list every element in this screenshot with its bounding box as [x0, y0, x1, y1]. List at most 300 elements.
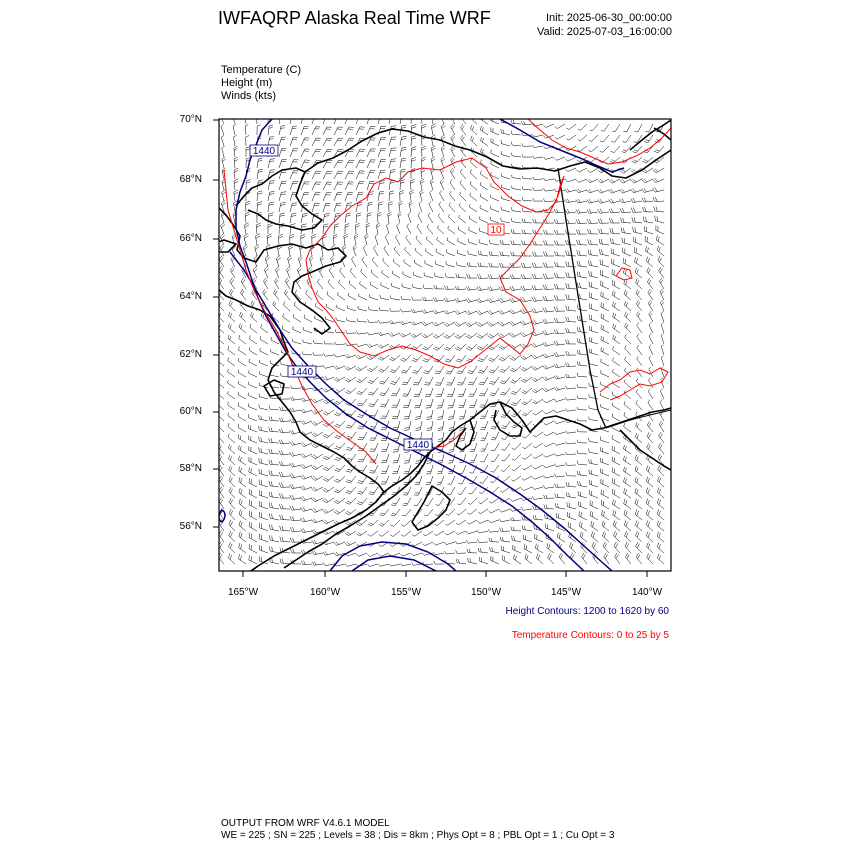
wind-barb [589, 326, 598, 333]
wind-barb [428, 213, 433, 223]
wind-barb [601, 500, 609, 509]
wind-barb [554, 410, 565, 413]
wind-barb [392, 410, 400, 419]
wind-barb [279, 429, 290, 433]
wind-barb [390, 564, 400, 566]
wind-barb [424, 272, 433, 278]
wind-barb [554, 209, 565, 213]
wind-barb [244, 223, 249, 234]
wind-barb [334, 498, 345, 504]
wind-barb [455, 541, 466, 544]
wind-barb [440, 179, 444, 190]
wind-barb [304, 315, 312, 322]
wind-barb [378, 149, 386, 157]
wind-barb [444, 298, 455, 302]
wind-barb [655, 135, 664, 143]
wind-barb [510, 366, 521, 372]
wind-barb [407, 224, 411, 235]
wind-barb [229, 509, 235, 520]
wind-barb [346, 421, 356, 428]
wind-barb [577, 305, 587, 312]
wind-barb [334, 509, 345, 514]
wind-barb [600, 259, 609, 267]
wind-barb [402, 509, 411, 516]
wind-barb [611, 135, 620, 142]
wind-barb [260, 360, 268, 366]
wind-barb [636, 389, 642, 399]
wind-barb [249, 500, 257, 509]
wind-barb [522, 526, 532, 532]
wind-barb [491, 454, 499, 462]
wind-barb [336, 317, 345, 322]
wind-barb [460, 180, 466, 190]
wind-barb [578, 491, 587, 498]
wind-barb [532, 252, 543, 256]
wind-barb [577, 272, 587, 278]
wind-barb [408, 212, 411, 223]
wind-barb [250, 312, 257, 322]
wind-barb [660, 289, 664, 300]
wind-barb [589, 303, 598, 311]
wind-barb [381, 465, 389, 473]
wind-barb [642, 179, 654, 183]
wind-barb [500, 388, 510, 395]
wind-barb [244, 233, 249, 245]
wind-barb [415, 410, 422, 419]
wind-barb [544, 421, 554, 425]
wind-barb [311, 476, 323, 481]
wind-barb [275, 267, 279, 278]
wind-barb [657, 532, 664, 542]
wind-barb [533, 515, 543, 520]
wind-barb [649, 378, 654, 388]
wind-barb [265, 255, 269, 267]
wind-barb [478, 539, 489, 542]
wind-barb [459, 465, 466, 473]
wind-barb [313, 340, 323, 344]
wind-barb [613, 313, 620, 322]
wind-barb [283, 313, 290, 322]
wind-barb [613, 335, 620, 344]
wind-barb [522, 476, 532, 480]
wind-barb [566, 409, 576, 412]
wind-barb [217, 368, 224, 377]
wind-barb [401, 531, 411, 536]
wind-barb [511, 240, 521, 245]
wind-barb [521, 355, 533, 360]
model-params-line: WE = 225 ; SN = 225 ; Levels = 38 ; Dis = 8km ; Phys Opt = 8 ; PBL Opt = 1 ; Cu Opt = 3 [221, 830, 615, 841]
wind-barb [566, 124, 576, 130]
wind-barb [646, 510, 653, 521]
wind-barb [435, 366, 445, 374]
wind-barb [498, 322, 510, 326]
wind-barb [590, 511, 598, 520]
wind-barb [491, 443, 499, 451]
wind-barb [480, 194, 488, 201]
wind-barb [249, 457, 257, 465]
wind-barb [654, 206, 664, 212]
wind-barb [642, 157, 653, 163]
wind-barb [656, 225, 664, 234]
wind-barb [591, 521, 598, 531]
wind-barb [532, 308, 544, 313]
wind-barb [489, 498, 499, 503]
wind-barb [582, 553, 588, 564]
wind-barb [298, 256, 302, 267]
wind-barb [661, 300, 665, 311]
wind-barb [412, 297, 422, 301]
wind-barb [300, 507, 312, 512]
wind-barb [400, 309, 411, 312]
wind-barb [222, 157, 226, 168]
wind-barb [367, 366, 378, 372]
wind-barb [228, 413, 235, 422]
wind-barb [589, 480, 598, 487]
wind-barb [362, 257, 367, 267]
wind-barb [429, 201, 433, 212]
wind-barb [228, 444, 235, 454]
wind-barb [543, 274, 554, 279]
wind-barb [421, 168, 425, 179]
wind-barb [657, 246, 664, 256]
wind-barb [566, 317, 576, 322]
wind-barb [358, 432, 367, 440]
wind-barb [612, 291, 620, 300]
wind-barb [533, 156, 543, 159]
wind-barb [249, 371, 257, 378]
wind-barb [491, 432, 499, 440]
wind-barb [659, 421, 664, 432]
wind-barb [323, 149, 332, 157]
wind-barb [228, 335, 235, 344]
wind-barb [634, 247, 642, 256]
wind-barb [290, 397, 301, 401]
wind-barb [293, 326, 301, 333]
wind-barb [263, 278, 268, 289]
wind-barb [280, 515, 291, 520]
wind-barb [520, 332, 532, 337]
wind-barb [612, 124, 620, 132]
wind-barb [326, 304, 334, 311]
wind-barb [269, 438, 279, 443]
wind-barb [264, 267, 268, 279]
wind-barb [356, 160, 365, 168]
wind-barb [543, 342, 555, 346]
wind-barb [290, 441, 301, 445]
wind-barb [520, 321, 532, 326]
wind-barb [501, 218, 510, 223]
wind-barb [368, 520, 378, 526]
canada-border [558, 168, 606, 428]
wind-barb [411, 136, 416, 146]
wind-barb-field [217, 112, 664, 566]
wind-barb [657, 510, 664, 521]
wind-barb [329, 267, 334, 278]
wind-barb [246, 136, 249, 147]
wind-barb [512, 454, 521, 460]
wind-barb [381, 282, 389, 289]
wind-barb [217, 323, 224, 333]
wind-barb [647, 422, 653, 433]
wind-barb [238, 435, 246, 444]
wind-barb [414, 487, 422, 495]
wind-barb [612, 478, 620, 487]
wind-barb [312, 234, 316, 245]
wind-barb [488, 355, 499, 362]
wind-barb [543, 285, 554, 290]
wind-barb [501, 421, 510, 429]
wind-barb [565, 199, 576, 203]
wind-barb [458, 227, 466, 234]
wind-barb [356, 116, 364, 124]
wind-barb [543, 388, 554, 392]
wind-barb [229, 531, 235, 542]
wind-barb [238, 358, 246, 366]
wind-barb [636, 531, 643, 542]
wind-barb [412, 355, 422, 362]
wind-barb [345, 193, 353, 202]
wind-barb [478, 520, 489, 524]
wind-barb [346, 330, 356, 333]
wind-barb [555, 157, 565, 160]
wind-barb [345, 171, 354, 179]
wind-barb [301, 409, 312, 413]
wind-barb [623, 248, 631, 256]
wind-barb [478, 548, 488, 553]
wind-barb [445, 273, 455, 278]
wind-barb [356, 355, 367, 359]
wind-barb [533, 187, 543, 190]
wind-barb [587, 179, 598, 183]
wind-barb [301, 193, 309, 201]
wind-barb [598, 209, 609, 214]
wind-barb [544, 454, 554, 457]
wind-barb [301, 528, 312, 532]
wind-barb [290, 224, 295, 234]
wind-barb [371, 270, 378, 279]
lon-label-165w: 165°W [227, 587, 259, 598]
wind-barb [499, 263, 510, 267]
wind-barb [625, 542, 631, 553]
wind-barb [587, 209, 598, 213]
wind-barb [577, 396, 587, 399]
wind-barb [565, 240, 576, 245]
wind-barb [239, 543, 246, 553]
wind-barb [478, 366, 488, 373]
wind-barb [400, 180, 405, 190]
wind-barb [352, 256, 357, 267]
wind-barb [426, 410, 433, 420]
wind-barb [636, 379, 642, 389]
kodiak-island [412, 486, 450, 530]
lat-label-58: 58°N [179, 463, 202, 474]
wind-barb [383, 258, 389, 267]
wind-barb [323, 454, 334, 460]
wind-barb [286, 267, 290, 278]
wind-barb [568, 522, 576, 531]
wind-barb [217, 346, 224, 355]
wind-barb [393, 432, 400, 441]
wind-barb [587, 199, 598, 203]
wind-barb [414, 399, 422, 408]
wind-barb [346, 454, 356, 461]
wind-barb [487, 322, 499, 326]
wind-barb [250, 324, 257, 333]
wind-barb [588, 260, 598, 267]
wind-barb [612, 435, 620, 443]
wind-barb [347, 305, 356, 311]
wind-barb [577, 283, 587, 290]
wind-barb [467, 274, 478, 278]
wind-barb [609, 218, 620, 223]
wind-barb [555, 124, 565, 129]
wind-barb [642, 188, 654, 193]
wind-barb [269, 427, 279, 432]
wind-barb [445, 551, 456, 554]
wind-barb [311, 508, 323, 512]
wind-barb [390, 531, 400, 537]
wind-barb [623, 124, 631, 132]
wind-barb [635, 466, 642, 476]
wind-barb [511, 527, 521, 531]
wind-barb [433, 333, 444, 338]
wind-barb [466, 286, 477, 290]
wind-barb [554, 262, 565, 267]
wind-barb [301, 234, 305, 245]
wind-barb [345, 509, 356, 515]
wind-barb [481, 126, 489, 135]
wind-barb [601, 314, 609, 323]
wind-barb [367, 138, 376, 146]
wind-barb [374, 246, 378, 257]
wind-barb [576, 179, 587, 182]
wind-barb [379, 366, 390, 372]
wind-barb [578, 481, 588, 487]
wind-barb [556, 513, 565, 520]
wind-barb [460, 169, 466, 179]
wind-barb [521, 377, 532, 383]
wind-barb [624, 467, 632, 476]
wind-barb [544, 157, 554, 159]
wind-barb [217, 379, 224, 388]
wind-barb [300, 486, 312, 491]
wind-barb [512, 175, 521, 179]
wind-barb [228, 455, 235, 465]
wind-barb [636, 542, 642, 553]
wind-barb [609, 199, 620, 203]
wind-barb [646, 499, 653, 510]
wind-barb [522, 465, 532, 470]
wind-barb [300, 496, 312, 501]
wind-barb [612, 489, 620, 498]
wind-barb [434, 531, 444, 536]
wind-barb [433, 310, 444, 314]
wind-barb [323, 551, 334, 555]
wind-barb [431, 135, 436, 146]
wind-barb [267, 234, 272, 245]
wind-barb [270, 535, 279, 542]
wind-barb [565, 179, 576, 182]
wind-barb [378, 138, 386, 147]
wind-barb [511, 131, 521, 135]
wind-barb [392, 399, 400, 407]
wind-barb [461, 124, 467, 135]
wind-barb [543, 230, 554, 234]
wind-barb [425, 388, 433, 397]
wind-barb [229, 498, 235, 509]
wind-barb [613, 521, 620, 532]
wind-barb [249, 489, 257, 498]
wind-barb [532, 355, 544, 359]
wind-barb [577, 471, 587, 476]
wind-barb [522, 410, 532, 416]
wind-barb [470, 204, 478, 212]
wind-barb [609, 179, 620, 183]
wind-barb [554, 375, 565, 379]
wind-barb [590, 490, 598, 498]
wind-barb [434, 552, 445, 555]
wind-barb [489, 251, 499, 256]
wind-barb [543, 308, 554, 313]
wind-barb [368, 509, 378, 516]
wind-barb [234, 135, 237, 146]
wind-barb [356, 171, 365, 179]
wind-barb [532, 366, 543, 370]
wind-barb [303, 339, 312, 344]
wind-barb [522, 219, 532, 223]
wind-barb [282, 326, 290, 334]
wind-barb [501, 476, 510, 482]
wind-barb [543, 319, 554, 324]
wind-barb [535, 544, 543, 553]
wind-barb [625, 357, 631, 366]
wind-barb [249, 436, 257, 444]
wind-barb [239, 554, 247, 564]
wind-barb [554, 329, 565, 334]
wind-barb [249, 555, 257, 564]
wind-barb [388, 212, 392, 223]
wind-barb [334, 203, 341, 212]
wind-barb [367, 171, 375, 179]
wind-barb [400, 147, 406, 157]
wind-barb [511, 207, 521, 212]
wind-barb [345, 377, 356, 382]
wind-barb [598, 179, 609, 183]
wind-barb [356, 213, 361, 223]
wind-barb [601, 468, 609, 476]
wind-barb [437, 399, 444, 408]
wind-barb [498, 310, 510, 315]
wind-barb [522, 176, 532, 179]
wind-barb [565, 230, 576, 234]
wind-barb [280, 396, 290, 400]
wind-barb [658, 256, 664, 267]
wind-barb [356, 531, 367, 536]
wind-barb [217, 401, 224, 410]
wind-barb [239, 477, 246, 487]
wind-barb [312, 519, 324, 523]
wind-barb [470, 125, 477, 135]
wind-barb [631, 208, 642, 213]
wind-barb [604, 553, 609, 564]
wind-barb [476, 310, 488, 314]
wind-barb [360, 281, 367, 289]
wind-barb [466, 333, 477, 339]
wind-barb [283, 301, 290, 311]
wind-barb [499, 366, 510, 373]
wind-barb [521, 388, 532, 394]
wind-barb [521, 507, 532, 510]
